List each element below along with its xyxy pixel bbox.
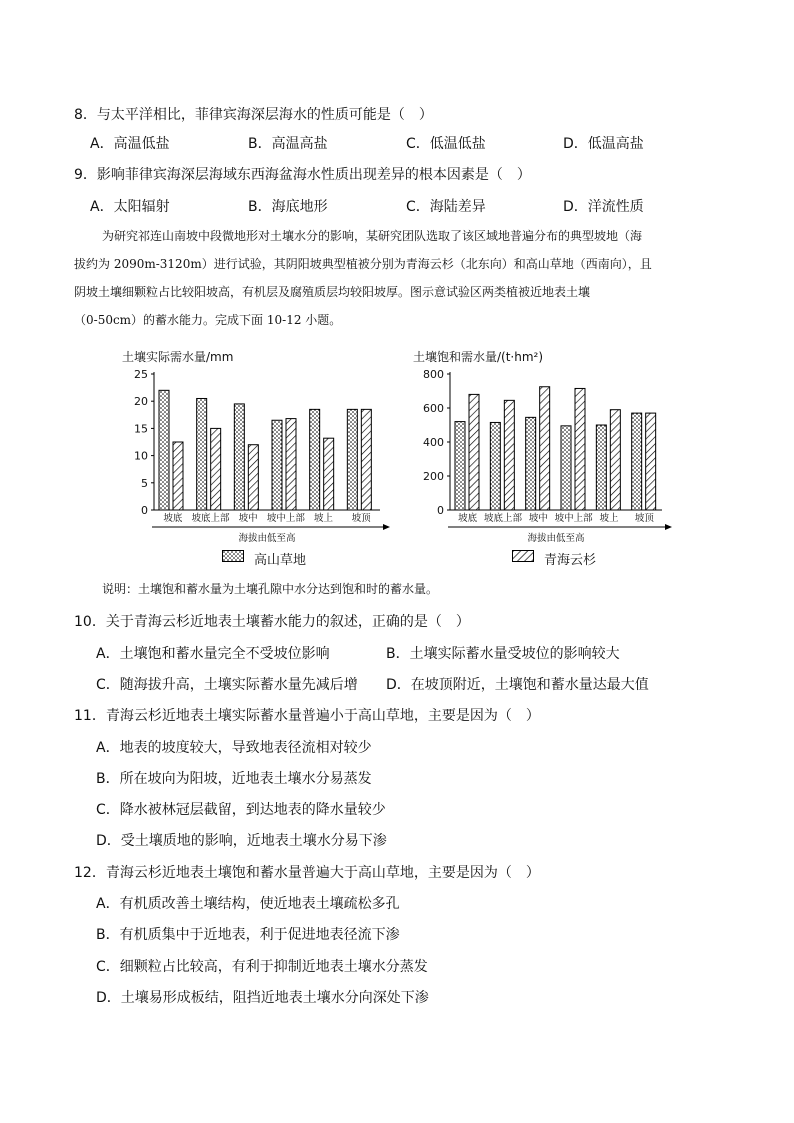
x-tick-label: 坡上 xyxy=(313,513,334,524)
bar-grass xyxy=(455,422,465,510)
x-tick-label: 坡底上部 xyxy=(191,513,230,524)
bar-spruce xyxy=(469,394,479,510)
y-tick-label: 800 xyxy=(423,368,444,381)
legend-spruce-swatch xyxy=(512,550,534,562)
q9-option-c: C．海陆差异 xyxy=(406,199,486,215)
q10-option-a: A．土壤饱和蓄水量完全不受坡位影响 xyxy=(96,646,330,662)
q12-option-a: A．有机质改善土壤结构，使近地表土壤疏松多孔 xyxy=(96,896,400,912)
bar-grass xyxy=(561,426,571,510)
y-tick-label: 0 xyxy=(437,504,444,517)
chart-note: 说明：土壤饱和蓄水量为土壤孔隙中水分达到饱和时的蓄水量。 xyxy=(102,582,439,596)
bar-grass xyxy=(159,390,169,510)
y-tick-label: 5 xyxy=(141,476,148,490)
y-tick-label: 0 xyxy=(141,504,148,517)
y-tick-label: 600 xyxy=(423,402,444,415)
legend-grass-swatch xyxy=(222,550,244,562)
altitude-arrow-head xyxy=(665,524,672,530)
legend-grass-label: 高山草地 xyxy=(254,553,307,568)
passage-line-3: 阴坡土壤细颗粒占比较阳坡高，有机层及腐殖质层均较阳坡厚。图示意试验区两类植被近地表土壤 xyxy=(74,285,591,299)
bar-spruce xyxy=(361,409,371,510)
q9-option-b: B．海底地形 xyxy=(248,199,328,215)
y-tick-label: 10 xyxy=(134,449,148,463)
q12-stem: 12．青海云杉近地表土壤饱和蓄水量普遍大于高山草地，主要是因为（ ） xyxy=(74,865,540,881)
q8-option-d: D．低温高盐 xyxy=(563,136,644,152)
bar-grass xyxy=(347,409,357,510)
bar-grass xyxy=(197,398,207,510)
q10-option-d: D．在坡顶附近，土壤饱和蓄水量达最大值 xyxy=(386,677,649,693)
y-tick-label: 15 xyxy=(134,422,148,436)
bar-spruce xyxy=(211,428,221,510)
x-tick-label: 坡底上部 xyxy=(483,513,523,524)
legend-spruce-label: 青海云杉 xyxy=(544,553,597,568)
passage-line-2: 拔约为 2090m-3120m）进行试验，其阴阳坡典型植被分别为青海云杉（北东向）和高山草地（西南向），且 xyxy=(74,257,652,271)
bar-grass xyxy=(234,404,244,510)
y-tick-label: 20 xyxy=(134,395,148,409)
q9-option-a: A．太阳辐射 xyxy=(90,199,170,215)
q11-option-c: C．降水被林冠层截留，到达地表的降水量较少 xyxy=(96,802,386,818)
x-tick-label: 坡顶 xyxy=(351,513,371,524)
x-axis-title: 海拔由低至高 xyxy=(527,533,585,544)
q11-option-a: A．地表的坡度较大，导致地表径流相对较少 xyxy=(96,740,372,756)
q8-option-a: A．高温低盐 xyxy=(90,136,170,152)
q11-option-d: D．受土壤质地的影响，近地表土壤水分易下渗 xyxy=(96,833,387,849)
q8-stem: 8．与太平洋相比，菲律宾海深层海水的性质可能是（ ） xyxy=(74,107,433,123)
x-tick-label: 坡中 xyxy=(238,513,258,524)
bar-grass xyxy=(596,425,606,510)
q9-option-d: D．洋流性质 xyxy=(563,199,644,215)
q10-option-b: B．土壤实际蓄水量受坡位的影响较大 xyxy=(386,646,620,662)
x-axis-title: 海拔由低至高 xyxy=(238,533,296,544)
y-axis-title: 土壤饱和需水量/(t·hm²) xyxy=(413,350,544,364)
x-tick-label: 坡上 xyxy=(599,513,619,524)
x-tick-label: 坡中上部 xyxy=(554,513,593,524)
passage xyxy=(74,222,734,334)
bar-spruce xyxy=(324,438,334,510)
passage-line-4: （0-50cm）的蓄水能力。完成下面 10-12 小题。 xyxy=(74,313,342,327)
y-axis-title: 土壤实际需水量/mm xyxy=(122,350,234,364)
q12-option-d: D．土壤易形成板结，阻挡近地表土壤水分向深处下渗 xyxy=(96,990,429,1006)
x-tick-label: 坡顶 xyxy=(634,513,654,524)
q11-stem: 11．青海云杉近地表土壤实际蓄水量普遍小于高山草地，主要是因为（ ） xyxy=(74,708,540,724)
bar-spruce xyxy=(173,442,183,510)
bar-spruce xyxy=(286,419,296,510)
bar-spruce xyxy=(248,445,258,510)
q10-stem: 10．关于青海云杉近地表土壤蓄水能力的叙述，正确的是（ ） xyxy=(74,614,470,630)
q8-option-b: B．高温高盐 xyxy=(248,136,328,152)
saturated-water-storage-chart xyxy=(400,345,700,580)
y-tick-label: 25 xyxy=(134,368,148,381)
passage-line-1: 为研究祁连山南坡中段微地形对土壤水分的影响，某研究团队选取了该区域地普遍分布的典型坡地（海 xyxy=(102,229,643,243)
x-tick-label: 坡中上部 xyxy=(266,513,305,524)
bar-grass xyxy=(310,409,320,510)
x-tick-label: 坡底 xyxy=(458,513,478,524)
bar-spruce xyxy=(575,388,585,510)
bar-spruce xyxy=(646,413,656,510)
altitude-arrow-head xyxy=(383,524,390,530)
y-tick-label: 400 xyxy=(423,436,444,449)
x-tick-label: 坡中 xyxy=(528,513,548,524)
actual-water-storage-chart xyxy=(110,345,395,580)
bar-spruce xyxy=(610,410,620,510)
bar-grass xyxy=(272,420,282,510)
q12-option-b: B．有机质集中于近地表，利于促进地表径流下渗 xyxy=(96,927,400,943)
bar-grass xyxy=(526,417,536,510)
q8-option-c: C．低温低盐 xyxy=(406,136,486,152)
x-tick-label: 坡底 xyxy=(163,513,183,524)
bar-spruce xyxy=(504,400,514,510)
y-tick-label: 200 xyxy=(423,470,444,483)
q10-option-c: C．随海拔升高，土壤实际蓄水量先减后增 xyxy=(96,677,358,693)
q11-option-b: B．所在坡向为阳坡，近地表土壤水分易蒸发 xyxy=(96,771,372,787)
q12-option-c: C．细颗粒占比较高，有利于抑制近地表土壤水分蒸发 xyxy=(96,959,428,975)
bar-spruce xyxy=(540,387,550,510)
bar-grass xyxy=(632,413,642,510)
q9-stem: 9．影响菲律宾海深层海域东西海盆海水性质出现差异的根本因素是（ ） xyxy=(74,167,531,183)
bar-grass xyxy=(490,422,500,510)
